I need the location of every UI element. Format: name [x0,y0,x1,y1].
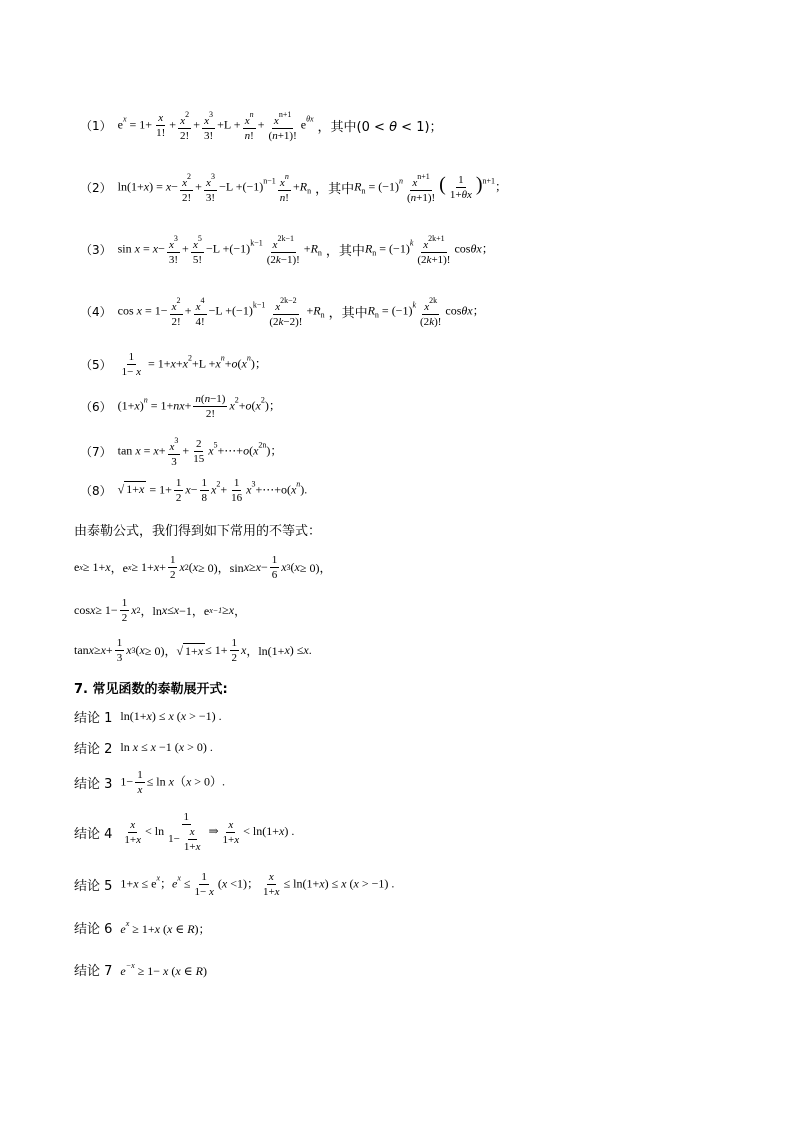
conclusion-label: 结论 4 [74,826,113,842]
formula-condition: ，其中 [328,306,368,321]
formula-7 [80,434,282,469]
remainder-term: $R_n = (-1)^k$ $\frac{x^{2k+1}}{(2k+1)!}$ cosθx； [364,234,494,266]
conclusion-label: 结论 1 [74,711,113,726]
item-number: （5） [80,358,112,372]
formula-6 [80,392,281,421]
inequality-line-2: cos x ≥ 1− $\frac{1}{2}$ x 2 ，ln x ≤ x −1，e x−1 ≥ x ， [74,597,247,624]
inequality-line-3: tan x ≥ x + $\frac{1}{3}$ x 3 ( x ≥ 0)，√ 1+x ≤ 1+ $\frac{1}{2}$ x ，ln(1+ x ) ≤ x . [74,637,312,664]
inequality-line-1: e x ≥ 1+ x ，e x ≥ 1+ x + $\frac{1}{2}$ x 2 ( x ≥ 0)，sin x ≥ x − $\frac{1}{6}$ x 3 ( x ≥ 0)， [74,554,332,581]
formula-expression: sin x = x− $\frac{x^3}{3!}$ + $\frac{x^5}{5!}$ $-L +(-1)^{k-1}$ $\frac{x^{2k-1}}{(2k-1)!}$ $+R_n$ [117,234,322,266]
formula-expression: ln(1+x) = x− $\frac{x^2}{2!}$ + $\frac{x^3}{3!}$ $-L +(-1)^{n-1}$ $\frac{x^n}{n!}$ $+R_n$ [117,172,312,204]
conclusion-4 [74,810,294,854]
remainder-term: $R_n = (-1)^k$ $\frac{x^{2k}}{(2k)!}$ cosθx； [367,296,485,328]
item-number: （4） [80,305,112,319]
formula-expression: $(1+x)^n = 1+nx+$ $\frac{n(n-1)}{2!}$ $x^2+o(x^2)$； [117,393,281,420]
formula-expression: √ 1+x = 1+ $\frac{1}{2}$ x− $\frac{1}{8}$ $x^2+$ $\frac{1}{16}$ $x^3+\cdots+o(x^n)$. [117,477,308,504]
formula-expression: cos x = 1− $\frac{x^2}{2!}$ + $\frac{x^4}{4!}$ $-L +(-1)^{k-1}$ $\frac{x^{2k-2}}{(2k-2)!}$ $+R_n$ [117,296,325,328]
formula-5 [80,350,267,379]
remainder-term: $R_n = (-1)^n$ $\frac{x^{n+1}}{(n+1)!}$ ( $\frac{1}{1+\theta x}$ )$^{n+1}$； [354,172,508,204]
conclusion-label: 结论 2 [74,742,113,757]
item-number: （1） [80,119,112,133]
conclusion-label: 结论 3 [74,777,113,792]
formula-condition: ，其中 [315,182,355,197]
conclusion-label: 结论 5 [74,879,113,894]
conclusion-formula: ln x ≤ x −1 (x > 0) . [120,740,213,754]
conclusion-formula: $1+x \le e^x$；$e^x$ ≤ $\frac{1}{1- x}$ (x <1)； $\frac{x}{1+x}$ ≤ ln(1+x) ≤ x (x > −1) . [120,871,395,898]
item-number: （8） [80,484,112,498]
conclusion-7 [74,960,207,979]
formula-condition: ，其中(0 < θ < 1)； [317,120,443,135]
conclusion-formula: $e^{-x} \ge 1- x$ (x ∈ R) [120,960,207,978]
conclusion-1 [74,707,222,726]
conclusion-formula: 1− $\frac{1}{x}$ ≤ ln x（x > 0）. [120,769,226,796]
conclusion-2 [74,738,213,757]
item-number: （3） [80,243,112,257]
formula-expression: $\frac{1}{1- x}$ = $1+x+x^2+L +x^n+o(x^n)$； [121,351,267,378]
conclusion-formula: $e^x \ge 1+x$ (x ∈ R)； [120,918,211,936]
conclusion-5 [74,870,394,899]
item-number: （7） [80,445,112,459]
conclusion-3 [74,768,225,797]
section-heading: 7. 常见函数的泰勒展开式: [74,682,228,697]
conclusion-formula: ln(1+x) ≤ x (x > −1) . [120,709,222,723]
formula-condition: ，其中 [325,244,365,259]
conclusion-label: 结论 6 [74,922,113,937]
formula-1 [80,108,443,143]
formula-4 [80,294,485,329]
formula-expression: tan x = x+ $\frac{x^3}{3}$ + $\frac{2}{15}$ $x^5+\cdots+o(x^{2n})$； [117,436,283,468]
formula-8 [80,476,307,505]
item-number: （6） [80,400,112,414]
intro-text: 由泰勒公式，我们得到如下常用的不等式： [74,524,322,539]
conclusion-6 [74,918,211,937]
conclusion-formula: $\frac{x}{1+x}$ < ln 1 1− $\frac{x}{1+x}$ ⇒ $\frac{x}{1+x}$ < ln(1+x) . [124,811,295,853]
item-number: （2） [80,181,112,195]
conclusion-label: 结论 7 [74,964,113,979]
formula-3 [80,232,494,267]
formula-expression: $e^x = 1+$ $\frac{x}{1!}$ + $\frac{x^2}{2!}$ + $\frac{x^3}{3!}$ +L + $\frac{x^n}{n!}$ + $\frac{x^{n+1}}{(n+1)!}$ $e^{\theta x}$ [117,110,314,142]
formula-2 [80,170,507,205]
